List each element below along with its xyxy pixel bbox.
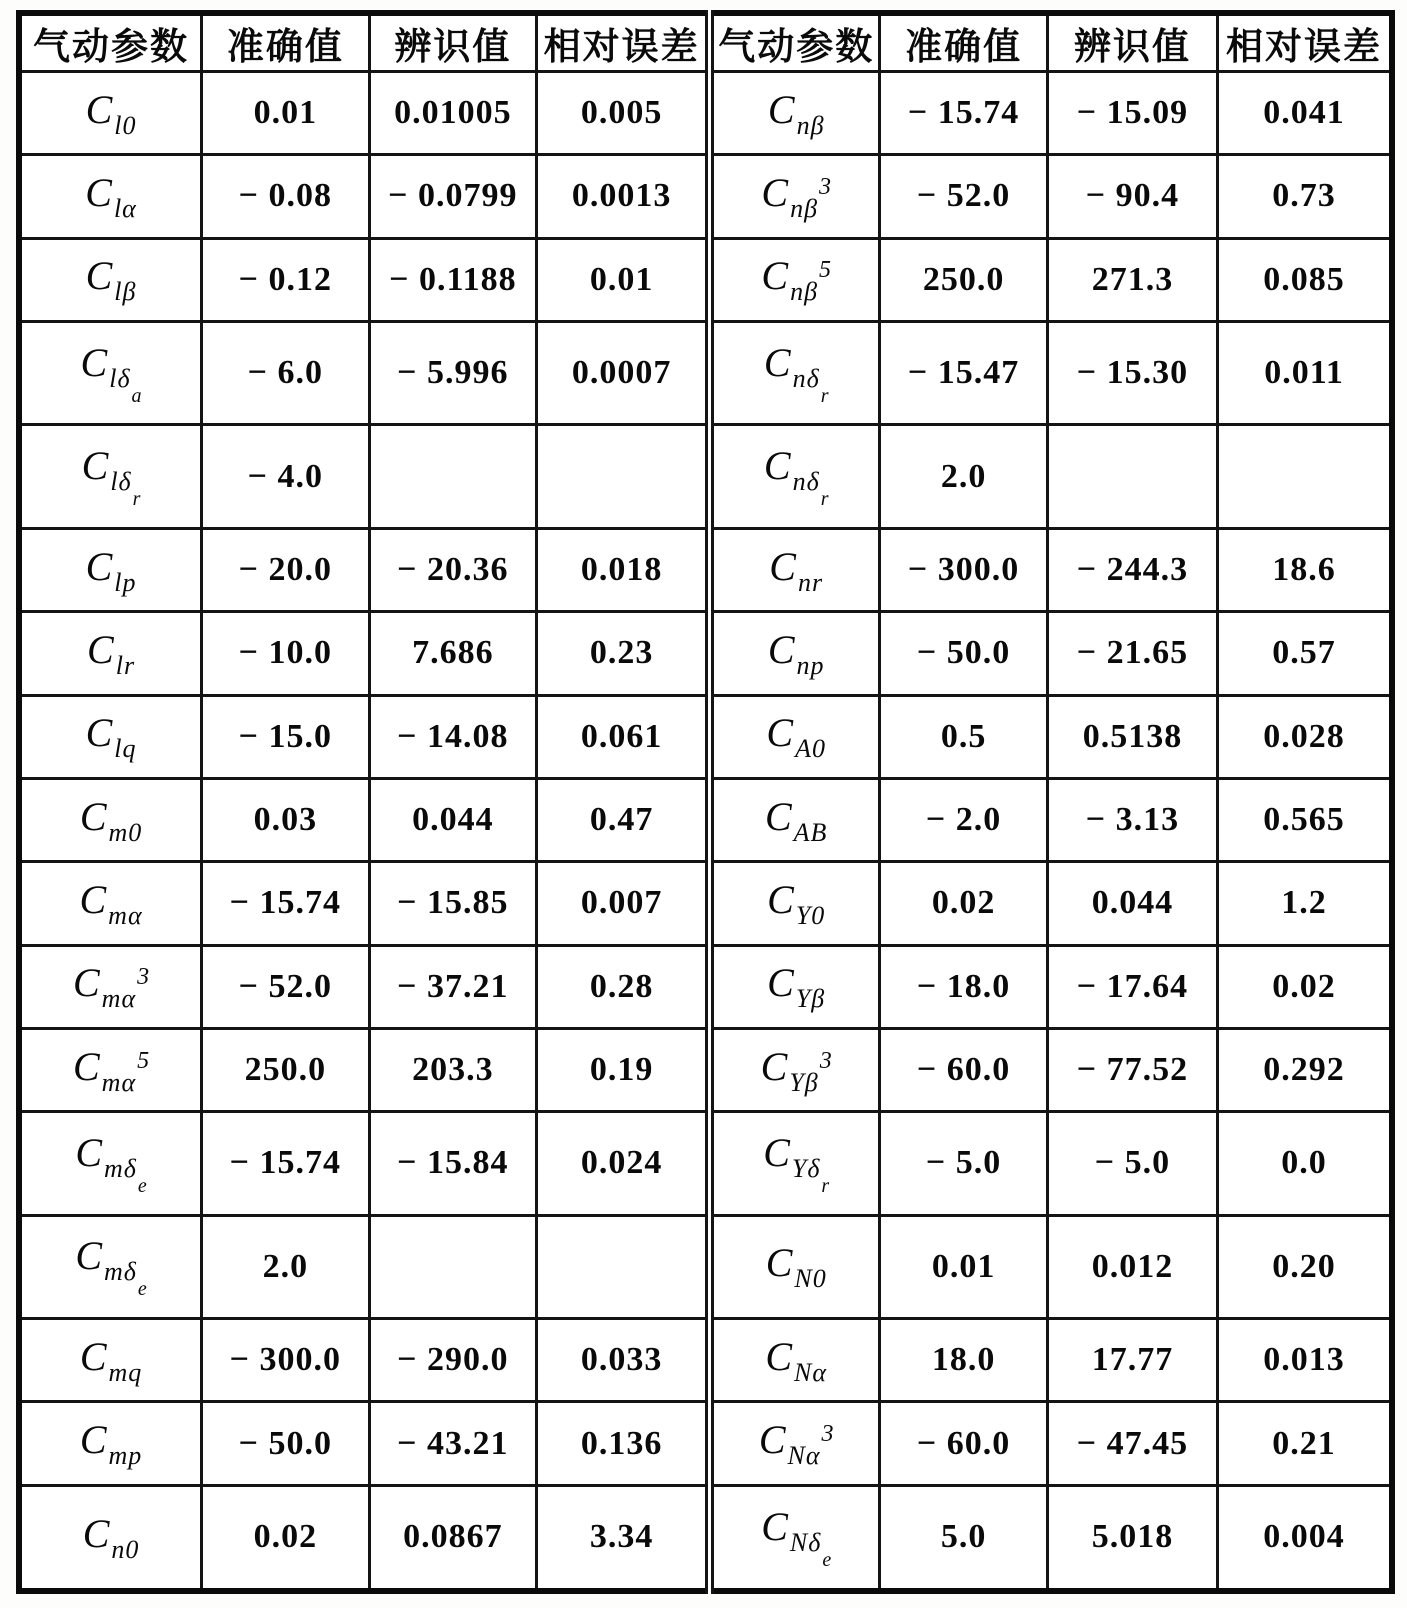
table-row	[19, 945, 1392, 1028]
param-symbol: $C_{lq}$	[85, 710, 137, 764]
accurate-value-cell: − 300.0	[880, 528, 1048, 611]
param-symbol: $C_{m\alpha}$	[79, 876, 143, 930]
table-row	[19, 778, 1392, 861]
identified-value-cell: − 15.85	[369, 862, 537, 945]
param-cell	[710, 238, 880, 321]
accurate-value-cell: − 52.0	[202, 945, 370, 1028]
param-cell	[19, 612, 202, 695]
param-cell	[710, 1112, 880, 1215]
param-cell	[19, 528, 202, 611]
accurate-value-cell: 0.03	[202, 778, 370, 861]
identified-value-cell: − 17.64	[1047, 945, 1217, 1028]
relative-error-cell	[1218, 425, 1392, 528]
param-cell	[19, 1028, 202, 1111]
relative-error-cell: 0.21	[1218, 1402, 1392, 1485]
relative-error-cell: 0.0013	[537, 155, 710, 238]
param-cell	[710, 1319, 880, 1402]
identified-value-cell	[1047, 425, 1217, 528]
header-param-left: 气动参数	[19, 13, 202, 72]
param-cell	[710, 528, 880, 611]
table-row	[19, 1112, 1392, 1215]
param-cell	[19, 778, 202, 861]
relative-error-cell: 0.136	[537, 1402, 710, 1485]
header-relerror-left: 相对误差	[537, 13, 710, 72]
identified-value-cell: − 20.36	[369, 528, 537, 611]
param-symbol: $C_{mq}$	[79, 1333, 143, 1387]
param-symbol: $C_{N\delta e}$	[761, 1503, 832, 1571]
relative-error-cell: 0.0007	[537, 321, 710, 424]
table-row	[19, 155, 1392, 238]
accurate-value-cell: 250.0	[880, 238, 1048, 321]
identified-value-cell: − 37.21	[369, 945, 537, 1028]
accurate-value-cell: − 50.0	[202, 1402, 370, 1485]
param-symbol: $C_{np}$	[767, 626, 825, 680]
relative-error-cell: 0.018	[537, 528, 710, 611]
identified-value-cell: − 15.09	[1047, 72, 1217, 155]
identified-value-cell: − 244.3	[1047, 528, 1217, 611]
param-symbol: $C_{mp}$	[79, 1417, 143, 1471]
accurate-value-cell: 0.02	[202, 1485, 370, 1591]
param-cell	[710, 1215, 880, 1318]
accurate-value-cell: − 15.74	[202, 1112, 370, 1215]
param-symbol: $C_{n\beta}$	[767, 86, 825, 140]
accurate-value-cell: − 60.0	[880, 1028, 1048, 1111]
param-symbol: $C_{Y\beta}^3$	[760, 1043, 832, 1097]
accurate-value-cell: − 18.0	[880, 945, 1048, 1028]
table-row	[19, 425, 1392, 528]
accurate-value-cell: 0.02	[880, 862, 1048, 945]
param-symbol: $C_{l\alpha}$	[85, 169, 137, 223]
param-cell	[19, 1319, 202, 1402]
identified-value-cell: 0.044	[369, 778, 537, 861]
identified-value-cell: 17.77	[1047, 1319, 1217, 1402]
table-row	[19, 72, 1392, 155]
relative-error-cell: 0.011	[1218, 321, 1392, 424]
param-cell	[710, 695, 880, 778]
param-symbol: $C_{l\delta a}$	[80, 339, 142, 407]
aero-parameters-table	[16, 10, 1395, 1594]
identified-value-cell: − 290.0	[369, 1319, 537, 1402]
identified-value-cell: 203.3	[369, 1028, 537, 1111]
accurate-value-cell: − 4.0	[202, 425, 370, 528]
param-cell	[19, 945, 202, 1028]
header-accurate-left: 准确值	[202, 13, 370, 72]
accurate-value-cell: − 5.0	[880, 1112, 1048, 1215]
param-symbol: $C_{lr}$	[87, 626, 136, 680]
relative-error-cell: 1.2	[1218, 862, 1392, 945]
param-cell	[19, 1485, 202, 1591]
accurate-value-cell: 5.0	[880, 1485, 1048, 1591]
identified-value-cell: 5.018	[1047, 1485, 1217, 1591]
param-cell	[19, 425, 202, 528]
identified-value-cell: − 21.65	[1047, 612, 1217, 695]
identified-value-cell: 0.044	[1047, 862, 1217, 945]
param-symbol: $C_{n\beta}^5$	[761, 253, 832, 307]
param-cell	[19, 695, 202, 778]
table-body	[19, 72, 1392, 1592]
accurate-value-cell: − 15.74	[202, 862, 370, 945]
param-symbol: $C_{m0}$	[79, 793, 143, 847]
accurate-value-cell: − 15.47	[880, 321, 1048, 424]
param-symbol: $C_{Y\beta}$	[767, 960, 826, 1014]
relative-error-cell: 0.57	[1218, 612, 1392, 695]
accurate-value-cell: 2.0	[880, 425, 1048, 528]
table-row	[19, 612, 1392, 695]
param-symbol: $C_{l\beta}$	[85, 253, 137, 307]
identified-value-cell: 0.0867	[369, 1485, 537, 1591]
accurate-value-cell: 2.0	[202, 1215, 370, 1318]
param-symbol: $C_{n\beta}^3$	[761, 169, 832, 223]
param-cell	[710, 155, 880, 238]
relative-error-cell: 0.565	[1218, 778, 1392, 861]
accurate-value-cell: − 6.0	[202, 321, 370, 424]
param-symbol: $C_{N\alpha}^3$	[758, 1417, 834, 1471]
relative-error-cell: 0.20	[1218, 1215, 1392, 1318]
param-cell	[710, 425, 880, 528]
param-cell	[710, 945, 880, 1028]
relative-error-cell: 0.73	[1218, 155, 1392, 238]
accurate-value-cell: − 52.0	[880, 155, 1048, 238]
accurate-value-cell: − 300.0	[202, 1319, 370, 1402]
param-cell	[19, 321, 202, 424]
param-symbol: $C_{N\alpha}$	[765, 1333, 828, 1387]
param-cell	[19, 1112, 202, 1215]
param-cell	[710, 1028, 880, 1111]
param-symbol: $C_{Y0}$	[767, 876, 826, 930]
accurate-value-cell: − 2.0	[880, 778, 1048, 861]
table-row	[19, 238, 1392, 321]
identified-value-cell: − 77.52	[1047, 1028, 1217, 1111]
accurate-value-cell: 0.01	[202, 72, 370, 155]
identified-value-cell: 0.5138	[1047, 695, 1217, 778]
relative-error-cell: 0.005	[537, 72, 710, 155]
accurate-value-cell: 0.01	[880, 1215, 1048, 1318]
accurate-value-cell: − 50.0	[880, 612, 1048, 695]
table-row	[19, 1028, 1392, 1111]
table-row	[19, 1215, 1392, 1318]
param-symbol: $C_{N0}$	[765, 1240, 827, 1294]
param-symbol: $C_{Y\delta r}$	[763, 1129, 830, 1197]
param-cell	[19, 155, 202, 238]
accurate-value-cell: − 60.0	[880, 1402, 1048, 1485]
accurate-value-cell: − 15.0	[202, 695, 370, 778]
relative-error-cell: 0.28	[537, 945, 710, 1028]
table-row	[19, 1402, 1392, 1485]
relative-error-cell: 0.23	[537, 612, 710, 695]
identified-value-cell	[369, 425, 537, 528]
param-symbol: $C_{m\alpha}^5$	[72, 1043, 150, 1097]
relative-error-cell: 0.007	[537, 862, 710, 945]
relative-error-cell: 0.19	[537, 1028, 710, 1111]
identified-value-cell: 0.012	[1047, 1215, 1217, 1318]
relative-error-cell: 3.34	[537, 1485, 710, 1591]
param-cell	[19, 72, 202, 155]
param-symbol: $C_{m\delta e}$	[75, 1129, 147, 1197]
param-cell	[710, 612, 880, 695]
relative-error-cell: 0.024	[537, 1112, 710, 1215]
param-symbol: $C_{m\alpha}^3$	[72, 960, 150, 1014]
relative-error-cell: 0.01	[537, 238, 710, 321]
relative-error-cell: 0.041	[1218, 72, 1392, 155]
accurate-value-cell: − 15.74	[880, 72, 1048, 155]
param-symbol: $C_{A0}$	[766, 710, 826, 764]
relative-error-cell: 0.0	[1218, 1112, 1392, 1215]
header-row	[19, 13, 1392, 72]
table-row	[19, 321, 1392, 424]
relative-error-cell: 0.013	[1218, 1319, 1392, 1402]
table-row	[19, 1485, 1392, 1591]
header-accurate-right: 准确值	[880, 13, 1048, 72]
param-symbol: $C_{l\delta r}$	[81, 443, 141, 511]
table-row	[19, 695, 1392, 778]
identified-value-cell: 7.686	[369, 612, 537, 695]
identified-value-cell: − 5.0	[1047, 1112, 1217, 1215]
param-cell	[710, 321, 880, 424]
accurate-value-cell: − 10.0	[202, 612, 370, 695]
identified-value-cell: − 47.45	[1047, 1402, 1217, 1485]
param-cell	[710, 862, 880, 945]
identified-value-cell: − 14.08	[369, 695, 537, 778]
relative-error-cell	[537, 1215, 710, 1318]
param-cell	[710, 72, 880, 155]
param-cell	[710, 1402, 880, 1485]
param-symbol: $C_{nr}$	[769, 543, 824, 597]
param-symbol: $C_{l0}$	[85, 86, 137, 140]
param-cell	[19, 238, 202, 321]
relative-error-cell: 0.085	[1218, 238, 1392, 321]
param-symbol: $C_{AB}$	[764, 793, 828, 847]
accurate-value-cell: − 0.08	[202, 155, 370, 238]
table-row	[19, 1319, 1392, 1402]
identified-value-cell: − 0.1188	[369, 238, 537, 321]
relative-error-cell: 0.061	[537, 695, 710, 778]
param-cell	[19, 1402, 202, 1485]
accurate-value-cell: 250.0	[202, 1028, 370, 1111]
identified-value-cell: − 15.84	[369, 1112, 537, 1215]
identified-value-cell: − 5.996	[369, 321, 537, 424]
param-cell	[19, 1215, 202, 1318]
identified-value-cell: − 0.0799	[369, 155, 537, 238]
identified-value-cell: − 90.4	[1047, 155, 1217, 238]
table-row	[19, 862, 1392, 945]
relative-error-cell: 0.004	[1218, 1485, 1392, 1591]
relative-error-cell: 0.028	[1218, 695, 1392, 778]
header-identified-left: 辨识值	[369, 13, 537, 72]
identified-value-cell: 271.3	[1047, 238, 1217, 321]
header-relerror-right: 相对误差	[1218, 13, 1392, 72]
accurate-value-cell: 18.0	[880, 1319, 1048, 1402]
accurate-value-cell: − 20.0	[202, 528, 370, 611]
accurate-value-cell: 0.5	[880, 695, 1048, 778]
accurate-value-cell: − 0.12	[202, 238, 370, 321]
param-cell	[710, 1485, 880, 1591]
identified-value-cell: − 15.30	[1047, 321, 1217, 424]
relative-error-cell: 18.6	[1218, 528, 1392, 611]
relative-error-cell: 0.292	[1218, 1028, 1392, 1111]
param-symbol: $C_{n\delta r}$	[763, 339, 829, 407]
relative-error-cell	[537, 425, 710, 528]
relative-error-cell: 0.02	[1218, 945, 1392, 1028]
relative-error-cell: 0.033	[537, 1319, 710, 1402]
identified-value-cell	[369, 1215, 537, 1318]
param-cell	[19, 862, 202, 945]
header-identified-right: 辨识值	[1047, 13, 1217, 72]
table-row	[19, 528, 1392, 611]
identified-value-cell: − 3.13	[1047, 778, 1217, 861]
relative-error-cell: 0.47	[537, 778, 710, 861]
param-cell	[710, 778, 880, 861]
param-symbol: $C_{m\delta e}$	[75, 1233, 147, 1301]
header-param-right: 气动参数	[710, 13, 880, 72]
param-symbol: $C_{n\delta r}$	[763, 443, 829, 511]
identified-value-cell: − 43.21	[369, 1402, 537, 1485]
identified-value-cell: 0.01005	[369, 72, 537, 155]
param-symbol: $C_{lp}$	[85, 543, 137, 597]
param-symbol: $C_{n0}$	[82, 1510, 140, 1564]
